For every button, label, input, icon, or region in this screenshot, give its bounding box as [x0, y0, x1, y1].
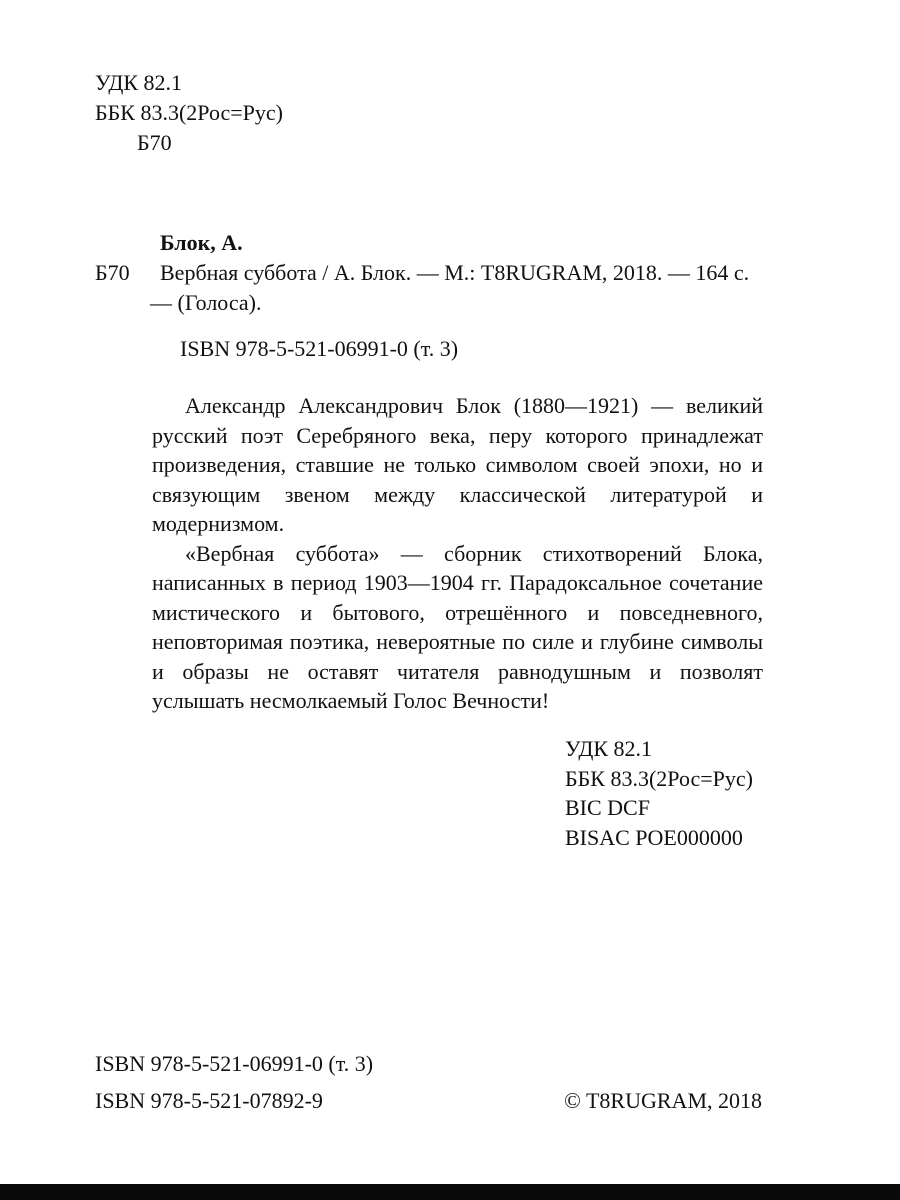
copyright-notice: © T8RUGRAM, 2018 [564, 1088, 762, 1113]
footer-isbn-volume: ISBN 978-5-521-06991-0 (т. 3) [95, 1051, 374, 1076]
catalog-isbn: ISBN 978-5-521-06991-0 (т. 3) [180, 336, 459, 361]
udk-code-top: УДК 82.1 [95, 70, 183, 95]
footer-isbn-edition: ISBN 978-5-521-07892-9 [95, 1088, 323, 1113]
classification-codes-block [565, 734, 753, 852]
annotation-block [152, 391, 763, 716]
top-codes-block [95, 68, 283, 158]
catalog-code: Б70 [95, 260, 130, 285]
annotation-paragraph-2: «Вербная суббота» — сборник стихотворений Блока, написанных в период 1903—1904 гг. Парадоксальное сочетание мистического и бытового, отрешённого и повседневного, неповторимая поэтика, невероятные по силе и глубине символы и образы не оставят читателя равнодушным и позволят услышать несмолкаемый Голос Вечности! [152, 540, 763, 713]
bbk-code-bottom: ББК 83.3(2Рос=Рус) [565, 765, 753, 791]
annotation-paragraph-1: Александр Александрович Блок (1880—1921) — великий русский поэт Серебряного века, перу которого принадлежат произведения, ставшие не только символом своей эпохи, но и связующим звеном между классической литературой и модернизмом. [152, 393, 763, 536]
author-sign-code-top: Б70 [137, 130, 172, 155]
udk-code-bottom: УДК 82.1 [565, 736, 653, 761]
catalog-author: Блок, А. [160, 230, 243, 255]
page-bottom-edge [0, 1184, 900, 1200]
bisac-code: BISAC POE000000 [565, 824, 743, 850]
bbk-code-top: ББК 83.3(2Рос=Рус) [95, 100, 283, 125]
catalog-description: Вербная суббота / А. Блок. — М.: T8RUGRAM, 2018. — 164 с. — (Голоса). [150, 260, 750, 315]
bic-code: BIC DCF [565, 795, 650, 820]
